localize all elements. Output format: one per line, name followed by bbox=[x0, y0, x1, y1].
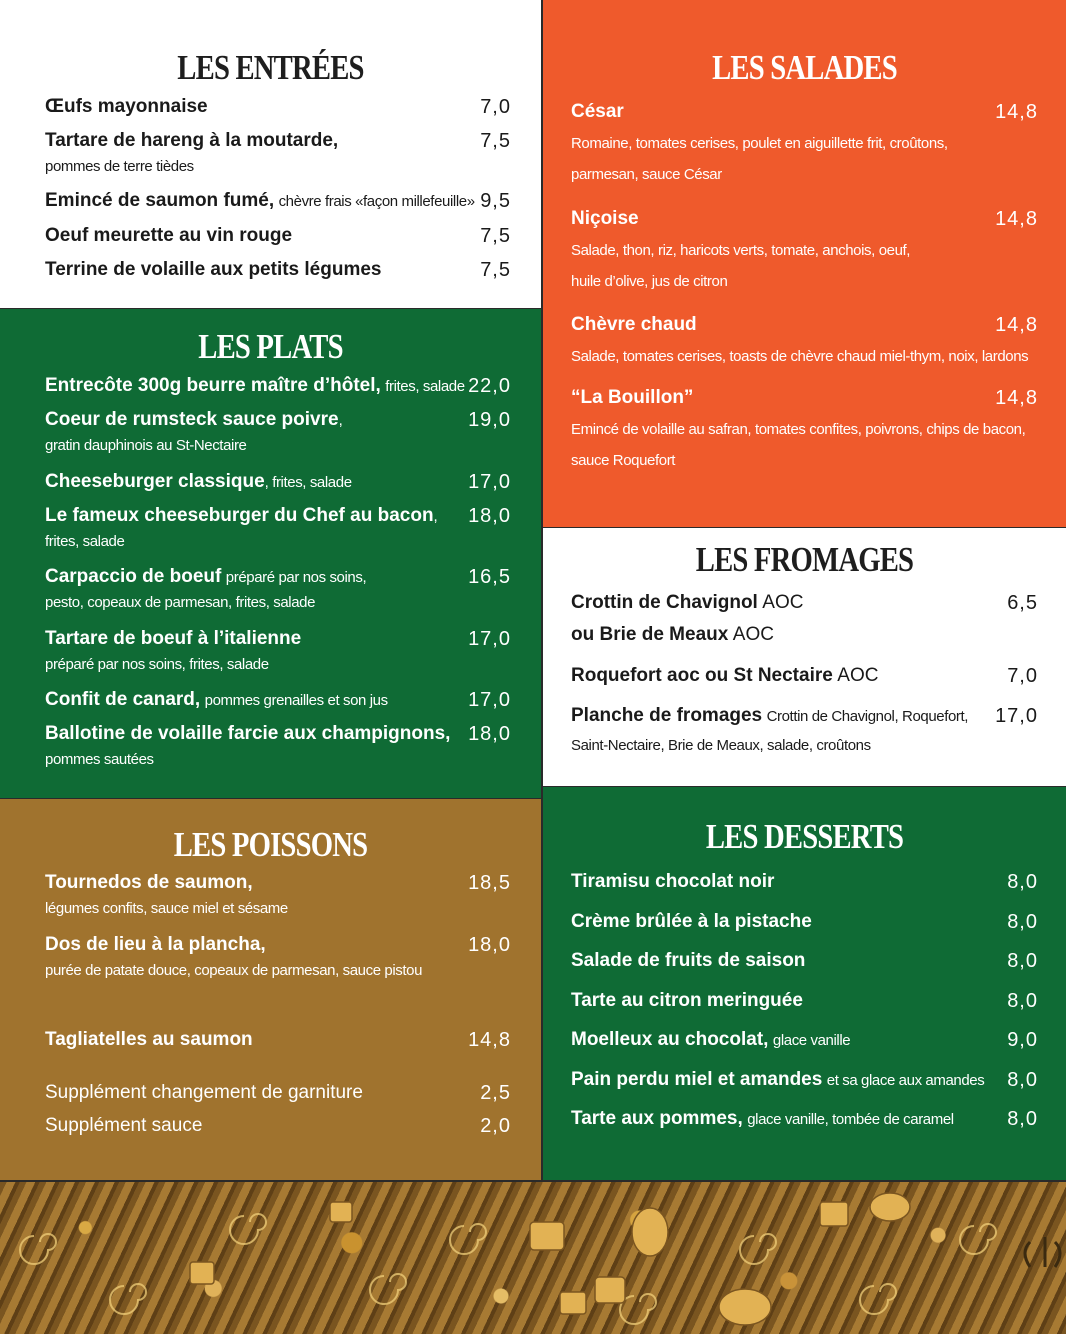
menu-item bbox=[571, 950, 1038, 990]
menu-list bbox=[571, 871, 1038, 1148]
item-name: Tarte au citron meringuée bbox=[571, 989, 803, 1011]
item-price: 8,0 bbox=[1007, 871, 1038, 893]
section-title: LES FROMAGES bbox=[695, 540, 914, 579]
menu-item bbox=[571, 911, 1038, 951]
item-description: préparé par nos soins, frites, salade bbox=[45, 656, 269, 673]
section-title: LES PLATS bbox=[198, 327, 343, 366]
item-description: , frites, salade bbox=[264, 474, 352, 491]
item-description: parmesan, sauce César bbox=[571, 166, 722, 183]
item-name: Tagliatelles au saumon bbox=[45, 1029, 253, 1050]
menu-item bbox=[45, 190, 511, 225]
menu-list bbox=[45, 375, 511, 783]
item-price: 18,5 bbox=[468, 872, 511, 894]
item-price: 7,0 bbox=[480, 96, 511, 118]
item-name: Confit de canard, bbox=[45, 689, 201, 710]
item-name: Salade de fruits de saison bbox=[571, 950, 806, 971]
item-name: “La Bouillon” bbox=[571, 387, 694, 408]
item-price: 18,0 bbox=[468, 505, 511, 527]
section-title: LES POISSONS bbox=[173, 825, 368, 864]
menu-item bbox=[571, 208, 1038, 314]
item-name: Tournedos de saumon, bbox=[45, 872, 253, 893]
menu-item bbox=[45, 872, 511, 934]
menu-item bbox=[45, 505, 511, 566]
item-price: 14,8 bbox=[995, 314, 1038, 336]
item-name: Terrine de volaille aux petits légumes bbox=[45, 259, 382, 280]
item-price: 8,0 bbox=[1007, 910, 1038, 933]
item-name: Entrecôte 300g beurre maître d’hôtel, bbox=[45, 375, 381, 396]
item-price: 7,5 bbox=[480, 225, 511, 247]
item-price: 7,5 bbox=[480, 259, 511, 281]
item-name: Moelleux au chocolat, bbox=[571, 1029, 769, 1050]
item-price: 7,5 bbox=[480, 130, 511, 152]
item-name: Dos de lieu à la plancha, bbox=[45, 934, 266, 955]
item-price: 7,0 bbox=[1007, 665, 1038, 687]
item-price: 9,0 bbox=[1007, 1029, 1038, 1051]
item-price: 14,8 bbox=[468, 1029, 511, 1051]
aoc-label: AOC bbox=[762, 592, 804, 613]
item-name: Oeuf meurette au vin rouge bbox=[45, 225, 293, 246]
item-name: Planche de fromages bbox=[571, 705, 763, 726]
item-price: 17,0 bbox=[468, 628, 511, 650]
menu-list bbox=[45, 872, 511, 1148]
item-price: 17,0 bbox=[995, 705, 1038, 727]
item-price: 16,5 bbox=[468, 566, 511, 588]
decorative-mosaic-banner bbox=[0, 1182, 1066, 1334]
item-description: chèvre frais «façon millefeuille» bbox=[278, 193, 475, 210]
aoc-label: AOC bbox=[732, 624, 774, 645]
item-description: , bbox=[338, 412, 343, 429]
mosaic-pattern bbox=[0, 1182, 1066, 1334]
item-description: Salade, tomates cerises, toasts de chèvre chaud miel-thym, noix, lardons bbox=[571, 348, 1029, 365]
item-description: purée de patate douce, copeaux de parmesan, sauce pistou bbox=[45, 962, 423, 979]
item-price: 8,0 bbox=[1007, 950, 1038, 972]
item-price: 6,5 bbox=[1007, 592, 1038, 614]
item-description: pommes de terre tièdes bbox=[45, 158, 194, 175]
item-price: 18,0 bbox=[468, 723, 511, 745]
menu-item bbox=[571, 1108, 1038, 1148]
item-description: Crottin de Chavignol, Roquefort, bbox=[766, 708, 969, 725]
item-description: Emincé de volaille au safran, tomates confites, poivrons, chips de bacon, bbox=[571, 421, 1026, 438]
item-name: Œufs mayonnaise bbox=[45, 96, 208, 117]
item-description: pommes sautées bbox=[45, 751, 154, 768]
item-name: Chèvre chaud bbox=[571, 314, 697, 335]
item-price: 17,0 bbox=[468, 471, 511, 493]
item-price: 14,8 bbox=[995, 387, 1038, 409]
menu-item bbox=[571, 990, 1038, 1030]
menu-item bbox=[45, 628, 511, 689]
menu-item bbox=[45, 566, 511, 628]
section-title: LES DESSERTS bbox=[705, 817, 904, 856]
supplement-price: 2,5 bbox=[480, 1082, 511, 1104]
item-name: Carpaccio de boeuf bbox=[45, 566, 222, 587]
menu-item bbox=[45, 259, 511, 293]
desserts-section bbox=[543, 787, 1066, 1180]
item-name: Crème brûlée à la pistache bbox=[571, 910, 812, 932]
menu-item bbox=[45, 96, 511, 130]
item-name: Roquefort aoc ou St Nectaire bbox=[571, 665, 833, 686]
salades-section bbox=[543, 0, 1066, 527]
item-price: 8,0 bbox=[1007, 989, 1038, 1012]
supplement-label: Supplément changement de garniture bbox=[45, 1082, 363, 1103]
supplement-price: 2,0 bbox=[480, 1115, 511, 1137]
menu-item bbox=[45, 1029, 511, 1082]
section-title: LES ENTRÉES bbox=[177, 48, 364, 87]
item-name: Niçoise bbox=[571, 208, 639, 229]
menu-item bbox=[45, 375, 511, 409]
menu-item bbox=[571, 1069, 1038, 1109]
item-name: César bbox=[571, 101, 624, 122]
item-price: 19,0 bbox=[468, 409, 511, 431]
item-name: Tiramisu chocolat noir bbox=[571, 871, 775, 892]
menu-item bbox=[45, 689, 511, 723]
item-name: Cheeseburger classique bbox=[45, 471, 265, 492]
supplement-item bbox=[45, 1082, 511, 1115]
item-description: pommes grenailles et son jus bbox=[204, 692, 388, 709]
item-description: Saint-Nectaire, Brie de Meaux, salade, croûtons bbox=[571, 737, 871, 754]
item-description: pesto, copeaux de parmesan, frites, salade bbox=[45, 594, 316, 611]
item-description: gratin dauphinois au St-Nectaire bbox=[45, 437, 247, 454]
menu-item bbox=[45, 471, 511, 505]
menu-item bbox=[45, 225, 511, 259]
item-price: 14,8 bbox=[995, 208, 1038, 230]
item-description: Salade, thon, riz, haricots verts, tomate, anchois, oeuf, bbox=[571, 242, 911, 259]
item-name: Emincé de saumon fumé, bbox=[45, 190, 275, 211]
menu-item bbox=[571, 592, 1038, 665]
item-description: glace vanille bbox=[772, 1032, 851, 1049]
menu-list bbox=[45, 96, 511, 293]
item-description: sauce Roquefort bbox=[571, 452, 676, 469]
item-price: 8,0 bbox=[1007, 1068, 1038, 1091]
item-name: Tartare de hareng à la moutarde, bbox=[45, 130, 339, 151]
item-description: frites, salade bbox=[385, 378, 465, 395]
item-price: 14,8 bbox=[995, 101, 1038, 123]
menu-item bbox=[571, 387, 1038, 477]
item-description: légumes confits, sauce miel et sésame bbox=[45, 900, 288, 917]
menu-item bbox=[45, 723, 511, 783]
item-description: glace vanille, tombée de caramel bbox=[747, 1111, 954, 1128]
item-name: Tartare de boeuf à l’italienne bbox=[45, 628, 302, 649]
item-description: frites, salade bbox=[45, 533, 125, 550]
menu-item bbox=[571, 705, 1038, 765]
item-name: Crottin de Chavignol bbox=[571, 592, 758, 613]
aoc-label: AOC bbox=[837, 665, 879, 686]
plats-section bbox=[0, 309, 541, 798]
item-name: Tarte aux pommes, bbox=[571, 1108, 743, 1129]
item-name: Pain perdu miel et amandes bbox=[571, 1068, 823, 1090]
item-description: Romaine, tomates cerises, poulet en aiguillette frit, croûtons, bbox=[571, 135, 948, 152]
item-name: Ballotine de volaille farcie aux champignons, bbox=[45, 723, 451, 744]
item-price: 17,0 bbox=[468, 689, 511, 711]
supplement-item bbox=[45, 1115, 511, 1148]
menu-list bbox=[571, 592, 1038, 765]
entrees-section bbox=[0, 0, 541, 308]
section-title: LES SALADES bbox=[712, 48, 897, 87]
menu-item bbox=[45, 130, 511, 190]
item-name: ou Brie de Meaux bbox=[571, 624, 729, 645]
menu-item bbox=[571, 665, 1038, 705]
menu-item bbox=[45, 409, 511, 471]
item-name: Le fameux cheeseburger du Chef au bacon bbox=[45, 505, 434, 526]
item-description: préparé par nos soins, bbox=[225, 569, 367, 586]
supplement-label: Supplément sauce bbox=[45, 1115, 203, 1136]
menu-item bbox=[571, 1029, 1038, 1069]
item-description: , bbox=[433, 508, 438, 525]
menu-item bbox=[571, 871, 1038, 911]
item-price: 9,5 bbox=[480, 190, 511, 212]
menu-item bbox=[45, 934, 511, 1029]
item-price: 18,0 bbox=[468, 934, 511, 956]
menu-item bbox=[571, 101, 1038, 208]
menu-item bbox=[571, 314, 1038, 387]
menu-list bbox=[571, 101, 1038, 477]
fromages-section bbox=[543, 528, 1066, 786]
poissons-section bbox=[0, 799, 541, 1180]
item-description: et sa glace aux amandes bbox=[826, 1071, 985, 1089]
item-price: 22,0 bbox=[468, 375, 511, 397]
item-description: huile d’olive, jus de citron bbox=[571, 273, 728, 290]
item-price: 8,0 bbox=[1007, 1108, 1038, 1130]
item-name: Coeur de rumsteck sauce poivre bbox=[45, 409, 339, 430]
